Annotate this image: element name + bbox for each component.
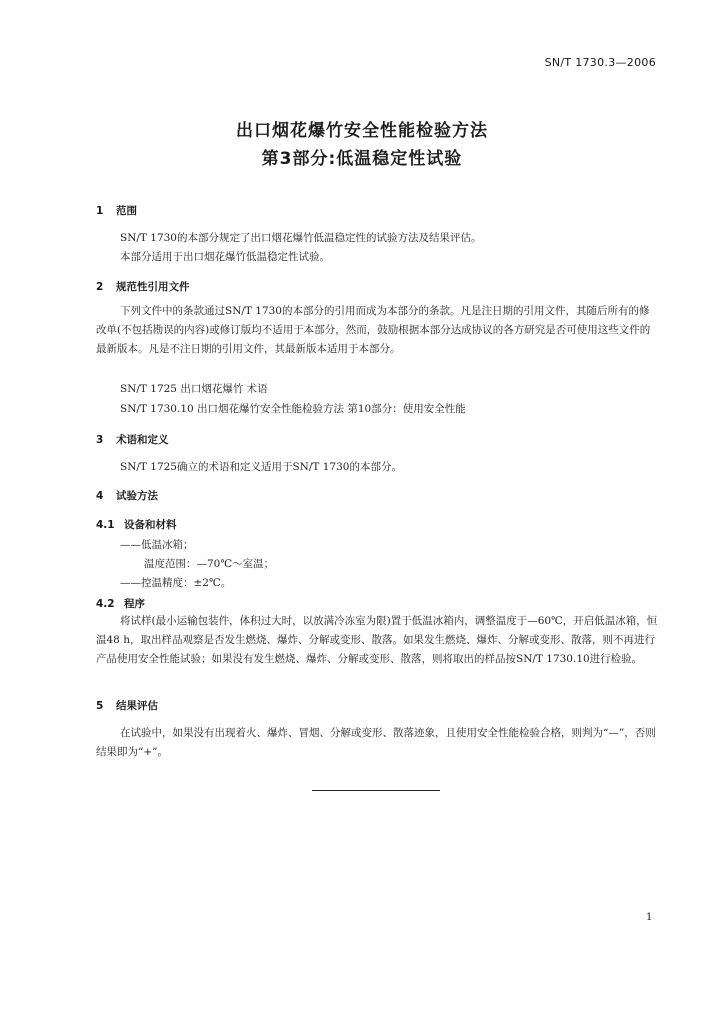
- standard-code: SN/T 1730.3—2006: [544, 56, 656, 69]
- section-2-heading: [96, 279, 190, 294]
- section-number: 4.1: [96, 519, 115, 531]
- section-number: 2: [96, 281, 104, 293]
- equipment-item: ——控温精度：±2℃。: [120, 577, 232, 589]
- section-title: 结果评估: [116, 700, 158, 712]
- procedure-paragraph: 将试样(最小运输包装件，体积过大时，以放满冷冻室为限)置于低温冰箱内，调整温度于—60℃，开启低温冰箱，恒温48 h，取出样品观察是否发生燃烧、爆炸、分解或变形、散落。如果发生燃烧、爆炸、分解或变形、散落，则不再进行产品使用安全性能试验；如果没有发生燃烧、爆炸、分解或变形、散落，则将取出的样品按SN/T 1730.10进行检验。: [96, 615, 658, 665]
- section-title: 规范性引用文件: [116, 281, 190, 293]
- scope-line-2: 本部分适用于出口烟花爆竹低温稳定性试验。: [120, 251, 330, 263]
- equipment-item: 温度范围：—70℃～室温；: [144, 558, 275, 570]
- section-3-heading: [96, 432, 169, 447]
- normative-references-paragraph: 下列文件中的条款通过SN/T 1730的本部分的引用而成为本部分的条款。凡是注日期的引用文件，其随后所有的修改单(不包括勘误的内容)或修订版均不适用于本部分，然而，鼓励根据本部分达成协议的各方研究是否可使用这些文件的最新版本。凡是不注日期的引用文件，其最新版本适用于本部分。: [96, 305, 651, 355]
- title-main: 出口烟花爆竹安全性能检验方法: [236, 121, 488, 141]
- section-1-heading: [96, 203, 137, 218]
- reference-item: SN/T 1730.10 出口烟花爆竹安全性能检验方法 第10部分：使用安全性能: [120, 403, 466, 415]
- section-4-1-heading: [96, 517, 177, 532]
- section-4-2-heading: [96, 596, 145, 611]
- terms-line: SN/T 1725确立的术语和定义适用于SN/T 1730的本部分。: [120, 461, 402, 473]
- title-subtitle: 第3部分:低温稳定性试验: [261, 149, 463, 169]
- scope-line-1: SN/T 1730的本部分规定了出口烟花爆竹低温稳定性的试验方法及结果评估。: [120, 232, 482, 244]
- equipment-item: ——低温冰箱；: [120, 539, 194, 551]
- section-number: 4.2: [96, 598, 115, 610]
- reference-item: SN/T 1725 出口烟花爆竹 术语: [120, 383, 268, 395]
- section-title: 术语和定义: [116, 434, 169, 446]
- end-divider: [312, 790, 440, 791]
- section-title: 设备和材料: [124, 519, 177, 531]
- document-title: [0, 118, 724, 172]
- section-4-heading: [96, 488, 158, 503]
- section-number: 5: [96, 700, 104, 712]
- section-5-heading: [96, 698, 158, 713]
- section-title: 程序: [124, 598, 145, 610]
- page-number: 1: [646, 912, 653, 923]
- section-title: 试验方法: [116, 490, 158, 502]
- section-number: 1: [96, 205, 104, 217]
- section-title: 范围: [116, 205, 137, 217]
- section-number: 3: [96, 434, 104, 446]
- result-evaluation-paragraph: 在试验中，如果没有出现着火、爆炸、冒烟、分解或变形、散落迹象，且使用安全性能检验合格，则判为“—”，否则结果即为“+”。: [96, 727, 656, 758]
- section-number: 4: [96, 490, 104, 502]
